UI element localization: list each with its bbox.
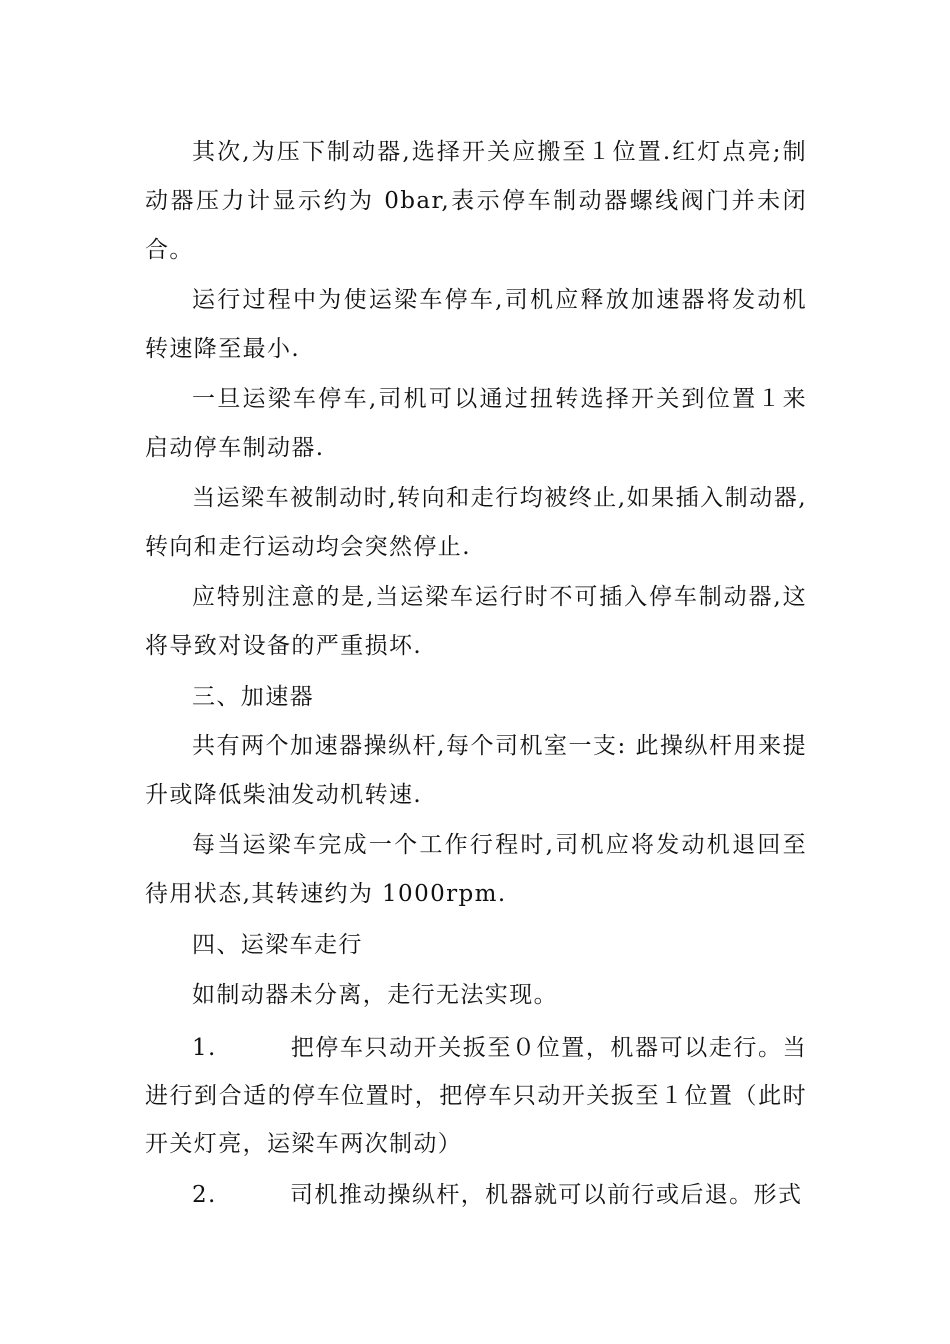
paragraph-braking-stops-steering: 当运梁车被制动时,转向和走行均被终止,如果插入制动器,转向和走行运动均会突然停止. [145,485,807,560]
paragraph-warning-equipment-damage: 应特别注意的是,当运梁车运行时不可插入停车制动器,这将导致对设备的严重损坏. [145,584,807,659]
section-heading-vehicle-travel: 四、运梁车走行 [192,932,363,958]
paragraph-engine-standby-speed: 每当运梁车完成一个工作行程时,司机应将发动机退回至待用状态,其转速约为 1000rpm. [145,832,807,907]
section-heading-accelerator: 三、加速器 [192,684,314,710]
numbered-item-1: 1. 把停车只动开关扳至０位置，机器可以走行。当进行到合适的停车位置时，把停车只动开关扳至１位置（此时开关灯亮，运梁车两次制动） [145,1035,807,1157]
paragraph-brake-selector-switch: 其次,为压下制动器,选择开关应搬至１位置.红灯点亮;制动器压力计显示约为 0bar,表示停车制动器螺线阀门并未闭合。 [145,139,807,263]
paragraph-stop-vehicle-release-accelerator: 运行过程中为使运梁车停车,司机应释放加速器将发动机转速降至最小. [145,287,807,362]
numbered-item-2: 2. 司机推动操纵杆，机器就可以前行或后退。形式 [192,1182,803,1208]
paragraph-brake-not-released: 如制动器未分离，走行无法实现。 [192,982,558,1008]
paragraph-accelerator-levers: 共有两个加速器操纵杆,每个司机室一支: 此操纵杆用来提升或降低柴油发动机转速. [145,733,807,808]
paragraph-start-parking-brake: 一旦运梁车停车,司机可以通过扭转选择开关到位置１来启动停车制动器. [145,386,807,461]
